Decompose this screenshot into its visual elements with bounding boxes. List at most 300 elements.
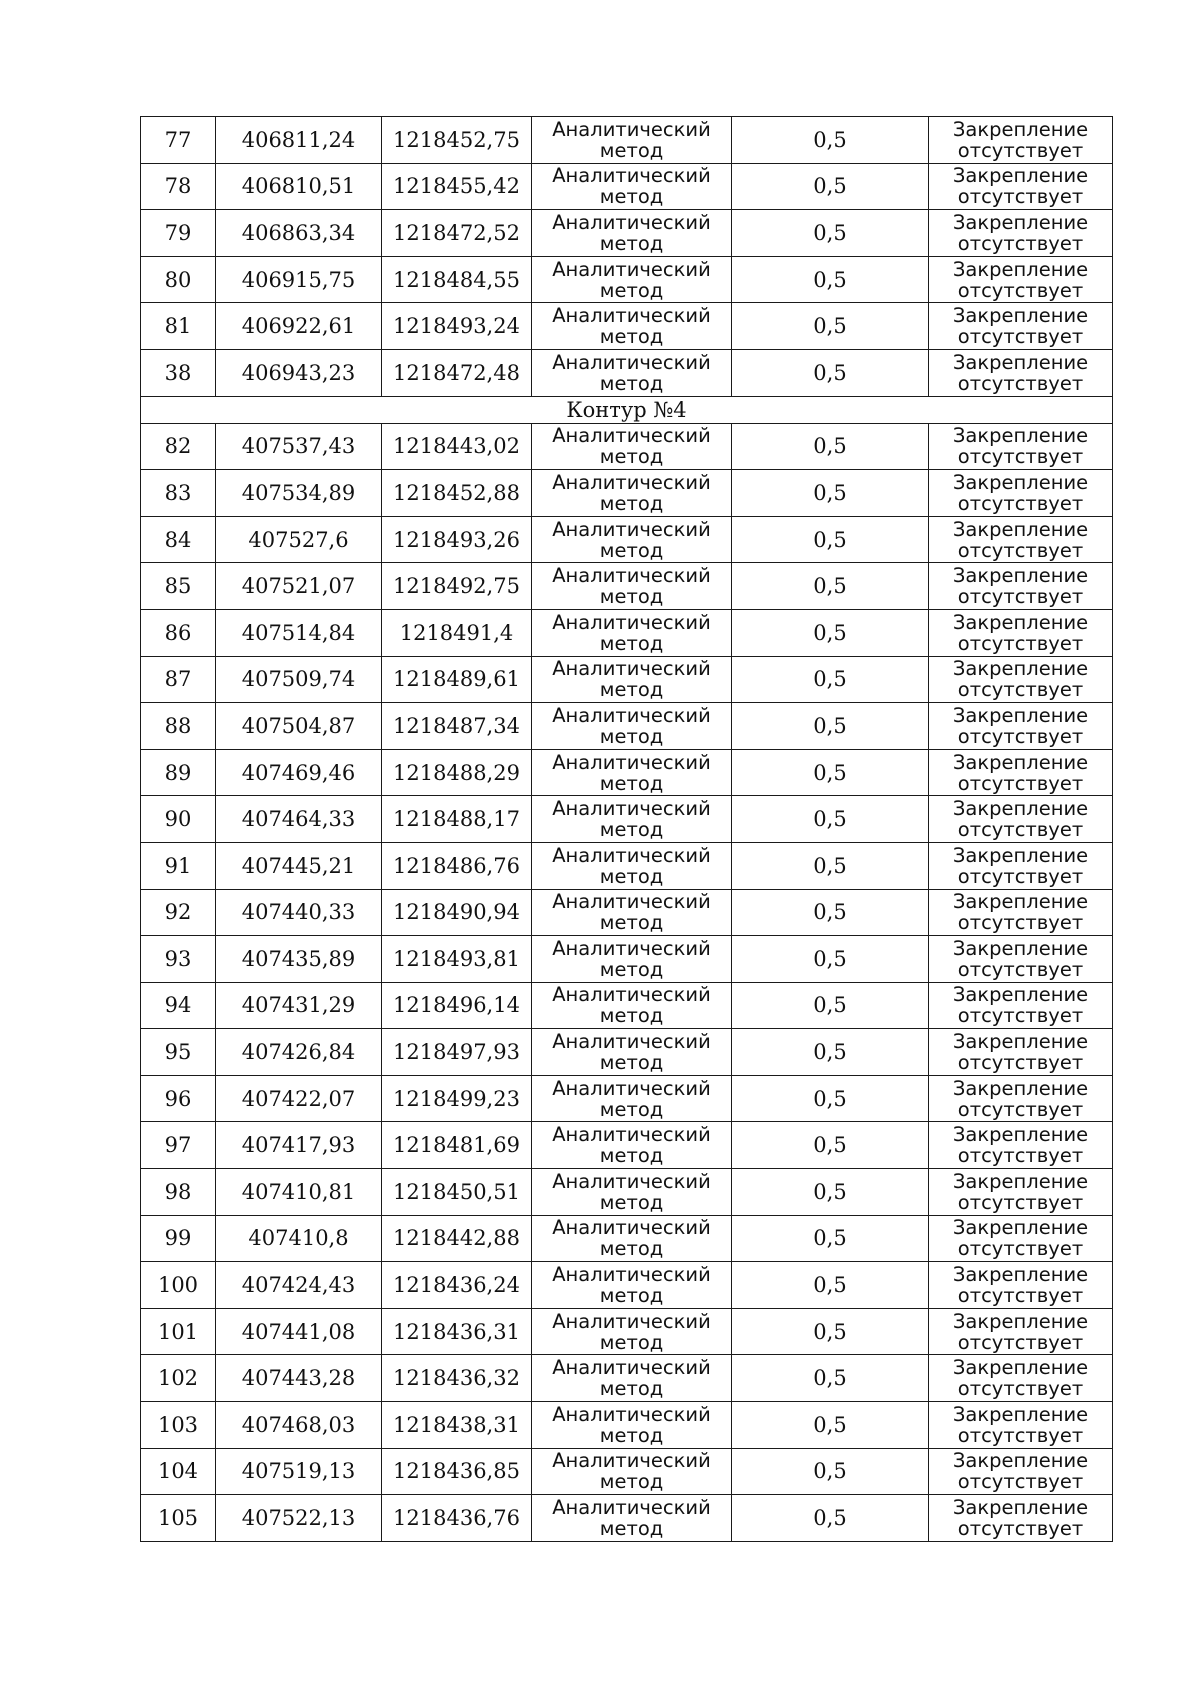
point-number-cell: 94 bbox=[141, 982, 216, 1029]
fixing-cell-line: Закрепление bbox=[952, 657, 1089, 681]
precision-cell: 0,5 bbox=[732, 1122, 929, 1169]
table-row bbox=[141, 563, 1113, 610]
fixing-cell bbox=[929, 1075, 1113, 1122]
method-cell-line: метод bbox=[599, 1004, 664, 1028]
method-cell-line: метод bbox=[599, 724, 664, 748]
method-cell-line: метод bbox=[599, 491, 664, 515]
fixing-cell-line: отсутствует bbox=[957, 325, 1084, 349]
fixing-cell-line: отсутствует bbox=[957, 231, 1084, 255]
method-cell bbox=[532, 749, 732, 796]
point-number-cell: 91 bbox=[141, 842, 216, 889]
table-row bbox=[141, 703, 1113, 750]
point-number-cell: 104 bbox=[141, 1448, 216, 1495]
fixing-cell bbox=[929, 982, 1113, 1029]
method-cell-line: Аналитический bbox=[552, 517, 711, 541]
method-cell-line: Аналитический bbox=[552, 750, 711, 774]
x-coordinate-cell: 407424,43 bbox=[216, 1262, 382, 1309]
precision-cell: 0,5 bbox=[732, 210, 929, 257]
method-cell-line: метод bbox=[599, 185, 664, 209]
y-coordinate-cell: 1218487,34 bbox=[382, 703, 532, 750]
method-cell-line: Аналитический bbox=[552, 117, 711, 141]
fixing-cell-line: отсутствует bbox=[957, 1284, 1084, 1308]
fixing-cell-line: Закрепление bbox=[952, 797, 1089, 821]
x-coordinate-cell: 406915,75 bbox=[216, 256, 382, 303]
x-coordinate-cell: 407521,07 bbox=[216, 563, 382, 610]
method-cell-line: метод bbox=[599, 1470, 664, 1494]
method-cell-line: метод bbox=[599, 678, 664, 702]
precision-cell: 0,5 bbox=[732, 1169, 929, 1216]
fixing-cell bbox=[929, 563, 1113, 610]
method-cell-line: Аналитический bbox=[552, 210, 711, 234]
precision-cell: 0,5 bbox=[732, 163, 929, 210]
point-number-cell: 84 bbox=[141, 516, 216, 563]
method-cell-line: Аналитический bbox=[552, 1030, 711, 1054]
method-cell bbox=[532, 656, 732, 703]
table-row bbox=[141, 1215, 1113, 1262]
fixing-cell-line: отсутствует bbox=[957, 864, 1084, 888]
coordinates-table bbox=[140, 116, 1113, 1542]
table-row bbox=[141, 1402, 1113, 1449]
method-cell-line: метод bbox=[599, 325, 664, 349]
point-number-cell: 87 bbox=[141, 656, 216, 703]
fixing-cell bbox=[929, 256, 1113, 303]
fixing-cell-line: отсутствует bbox=[957, 1470, 1084, 1494]
y-coordinate-cell: 1218488,17 bbox=[382, 796, 532, 843]
fixing-cell-line: отсутствует bbox=[957, 491, 1084, 515]
x-coordinate-cell: 406863,34 bbox=[216, 210, 382, 257]
method-cell bbox=[532, 1402, 732, 1449]
table-row bbox=[141, 609, 1113, 656]
method-cell bbox=[532, 703, 732, 750]
table-row bbox=[141, 1308, 1113, 1355]
fixing-cell bbox=[929, 936, 1113, 983]
x-coordinate-cell: 406810,51 bbox=[216, 163, 382, 210]
point-number-cell: 96 bbox=[141, 1075, 216, 1122]
method-cell-line: метод bbox=[599, 818, 664, 842]
method-cell-line: метод bbox=[599, 1237, 664, 1261]
method-cell-line: Аналитический bbox=[552, 1402, 711, 1426]
method-cell-line: метод bbox=[599, 631, 664, 655]
method-cell-line: Аналитический bbox=[552, 797, 711, 821]
point-number-cell: 102 bbox=[141, 1355, 216, 1402]
fixing-cell-line: отсутствует bbox=[957, 1051, 1084, 1075]
precision-cell: 0,5 bbox=[732, 889, 929, 936]
fixing-cell-line: Закрепление bbox=[952, 843, 1089, 867]
contour-heading: Контур №4 bbox=[141, 396, 1113, 423]
fixing-cell-line: Закрепление bbox=[952, 750, 1089, 774]
y-coordinate-cell: 1218436,76 bbox=[382, 1495, 532, 1542]
table-row bbox=[141, 1495, 1113, 1542]
method-cell-line: метод bbox=[599, 1144, 664, 1168]
y-coordinate-cell: 1218443,02 bbox=[382, 423, 532, 470]
fixing-cell-line: отсутствует bbox=[957, 724, 1084, 748]
fixing-cell-line: отсутствует bbox=[957, 1237, 1084, 1261]
method-cell-line: Аналитический bbox=[552, 1449, 711, 1473]
precision-cell: 0,5 bbox=[732, 936, 929, 983]
point-number-cell: 89 bbox=[141, 749, 216, 796]
fixing-cell bbox=[929, 796, 1113, 843]
method-cell bbox=[532, 470, 732, 517]
method-cell-line: метод bbox=[599, 957, 664, 981]
point-number-cell: 103 bbox=[141, 1402, 216, 1449]
method-cell bbox=[532, 349, 732, 396]
method-cell-line: метод bbox=[599, 1051, 664, 1075]
fixing-cell-line: Закрепление bbox=[952, 164, 1089, 188]
coordinates-table-body bbox=[141, 117, 1113, 1542]
fixing-cell-line: Закрепление bbox=[952, 890, 1089, 914]
method-cell-line: Аналитический bbox=[552, 1496, 711, 1520]
fixing-cell bbox=[929, 749, 1113, 796]
fixing-cell-line: отсутствует bbox=[957, 818, 1084, 842]
x-coordinate-cell: 407522,13 bbox=[216, 1495, 382, 1542]
fixing-cell-line: Закрепление bbox=[952, 470, 1089, 494]
table-row bbox=[141, 303, 1113, 350]
method-cell-line: Аналитический bbox=[552, 257, 711, 281]
method-cell-line: метод bbox=[599, 1284, 664, 1308]
fixing-cell-line: отсутствует bbox=[957, 1144, 1084, 1168]
table-row bbox=[141, 982, 1113, 1029]
x-coordinate-cell: 406922,61 bbox=[216, 303, 382, 350]
fixing-cell-line: Закрепление bbox=[952, 424, 1089, 448]
method-cell bbox=[532, 1075, 732, 1122]
fixing-cell-line: Закрепление bbox=[952, 1030, 1089, 1054]
fixing-cell-line: отсутствует bbox=[957, 678, 1084, 702]
fixing-cell-line: Закрепление bbox=[952, 1402, 1089, 1426]
fixing-cell-line: отсутствует bbox=[957, 371, 1084, 395]
point-number-cell: 79 bbox=[141, 210, 216, 257]
y-coordinate-cell: 1218486,76 bbox=[382, 842, 532, 889]
fixing-cell bbox=[929, 117, 1113, 164]
fixing-cell bbox=[929, 1169, 1113, 1216]
y-coordinate-cell: 1218436,85 bbox=[382, 1448, 532, 1495]
table-row bbox=[141, 749, 1113, 796]
precision-cell: 0,5 bbox=[732, 563, 929, 610]
method-cell-line: метод bbox=[599, 585, 664, 609]
fixing-cell bbox=[929, 1495, 1113, 1542]
fixing-cell-line: Закрепление bbox=[952, 304, 1089, 328]
x-coordinate-cell: 407410,81 bbox=[216, 1169, 382, 1216]
method-cell bbox=[532, 1215, 732, 1262]
point-number-cell: 82 bbox=[141, 423, 216, 470]
x-coordinate-cell: 407527,6 bbox=[216, 516, 382, 563]
method-cell-line: метод bbox=[599, 371, 664, 395]
method-cell-line: метод bbox=[599, 1377, 664, 1401]
fixing-cell-line: отсутствует bbox=[957, 1517, 1084, 1541]
table-row bbox=[141, 796, 1113, 843]
precision-cell: 0,5 bbox=[732, 982, 929, 1029]
y-coordinate-cell: 1218450,51 bbox=[382, 1169, 532, 1216]
point-number-cell: 100 bbox=[141, 1262, 216, 1309]
method-cell-line: Аналитический bbox=[552, 610, 711, 634]
fixing-cell-line: Закрепление bbox=[952, 210, 1089, 234]
y-coordinate-cell: 1218442,88 bbox=[382, 1215, 532, 1262]
table-row bbox=[141, 117, 1113, 164]
method-cell bbox=[532, 516, 732, 563]
table-row bbox=[141, 1029, 1113, 1076]
table-row bbox=[141, 1122, 1113, 1169]
fixing-cell bbox=[929, 1308, 1113, 1355]
point-number-cell: 93 bbox=[141, 936, 216, 983]
table-row bbox=[141, 1448, 1113, 1495]
precision-cell: 0,5 bbox=[732, 1215, 929, 1262]
table-row bbox=[141, 163, 1113, 210]
y-coordinate-cell: 1218488,29 bbox=[382, 749, 532, 796]
fixing-cell bbox=[929, 889, 1113, 936]
y-coordinate-cell: 1218436,32 bbox=[382, 1355, 532, 1402]
method-cell-line: Аналитический bbox=[552, 564, 711, 588]
point-number-cell: 38 bbox=[141, 349, 216, 396]
method-cell-line: Аналитический bbox=[552, 1123, 711, 1147]
method-cell-line: Аналитический bbox=[552, 1169, 711, 1193]
x-coordinate-cell: 407504,87 bbox=[216, 703, 382, 750]
precision-cell: 0,5 bbox=[732, 1495, 929, 1542]
y-coordinate-cell: 1218455,42 bbox=[382, 163, 532, 210]
fixing-cell-line: Закрепление bbox=[952, 1496, 1089, 1520]
method-cell-line: Аналитический bbox=[552, 424, 711, 448]
method-cell-line: метод bbox=[599, 138, 664, 162]
fixing-cell bbox=[929, 1122, 1113, 1169]
y-coordinate-cell: 1218496,14 bbox=[382, 982, 532, 1029]
method-cell-line: Аналитический bbox=[552, 703, 711, 727]
precision-cell: 0,5 bbox=[732, 117, 929, 164]
y-coordinate-cell: 1218493,81 bbox=[382, 936, 532, 983]
fixing-cell bbox=[929, 609, 1113, 656]
x-coordinate-cell: 407422,07 bbox=[216, 1075, 382, 1122]
method-cell bbox=[532, 889, 732, 936]
fixing-cell-line: отсутствует bbox=[957, 1377, 1084, 1401]
method-cell bbox=[532, 117, 732, 164]
method-cell bbox=[532, 563, 732, 610]
y-coordinate-cell: 1218489,61 bbox=[382, 656, 532, 703]
fixing-cell bbox=[929, 1355, 1113, 1402]
point-number-cell: 98 bbox=[141, 1169, 216, 1216]
point-number-cell: 77 bbox=[141, 117, 216, 164]
precision-cell: 0,5 bbox=[732, 796, 929, 843]
x-coordinate-cell: 407468,03 bbox=[216, 1402, 382, 1449]
point-number-cell: 105 bbox=[141, 1495, 216, 1542]
method-cell-line: метод bbox=[599, 1517, 664, 1541]
y-coordinate-cell: 1218438,31 bbox=[382, 1402, 532, 1449]
x-coordinate-cell: 407464,33 bbox=[216, 796, 382, 843]
fixing-cell-line: отсутствует bbox=[957, 631, 1084, 655]
contour-heading-row bbox=[141, 396, 1113, 423]
method-cell bbox=[532, 1495, 732, 1542]
method-cell bbox=[532, 1262, 732, 1309]
method-cell-line: Аналитический bbox=[552, 1309, 711, 1333]
method-cell bbox=[532, 1169, 732, 1216]
method-cell-line: метод bbox=[599, 231, 664, 255]
fixing-cell-line: отсутствует bbox=[957, 957, 1084, 981]
precision-cell: 0,5 bbox=[732, 516, 929, 563]
y-coordinate-cell: 1218436,31 bbox=[382, 1308, 532, 1355]
table-row bbox=[141, 210, 1113, 257]
fixing-cell bbox=[929, 842, 1113, 889]
precision-cell: 0,5 bbox=[732, 749, 929, 796]
method-cell-line: метод bbox=[599, 911, 664, 935]
fixing-cell-line: отсутствует bbox=[957, 1004, 1084, 1028]
precision-cell: 0,5 bbox=[732, 1029, 929, 1076]
fixing-cell-line: отсутствует bbox=[957, 1330, 1084, 1354]
fixing-cell bbox=[929, 303, 1113, 350]
y-coordinate-cell: 1218472,48 bbox=[382, 349, 532, 396]
fixing-cell-line: отсутствует bbox=[957, 771, 1084, 795]
fixing-cell-line: Закрепление bbox=[952, 564, 1089, 588]
precision-cell: 0,5 bbox=[732, 303, 929, 350]
fixing-cell bbox=[929, 703, 1113, 750]
method-cell bbox=[532, 303, 732, 350]
table-row bbox=[141, 1355, 1113, 1402]
point-number-cell: 90 bbox=[141, 796, 216, 843]
fixing-cell bbox=[929, 163, 1113, 210]
x-coordinate-cell: 407509,74 bbox=[216, 656, 382, 703]
y-coordinate-cell: 1218499,23 bbox=[382, 1075, 532, 1122]
point-number-cell: 95 bbox=[141, 1029, 216, 1076]
y-coordinate-cell: 1218493,24 bbox=[382, 303, 532, 350]
fixing-cell-line: Закрепление bbox=[952, 983, 1089, 1007]
fixing-cell-line: Закрепление bbox=[952, 936, 1089, 960]
x-coordinate-cell: 407469,46 bbox=[216, 749, 382, 796]
fixing-cell bbox=[929, 349, 1113, 396]
method-cell-line: метод bbox=[599, 771, 664, 795]
method-cell-line: метод bbox=[599, 1190, 664, 1214]
y-coordinate-cell: 1218491,4 bbox=[382, 609, 532, 656]
method-cell-line: Аналитический bbox=[552, 1076, 711, 1100]
precision-cell: 0,5 bbox=[732, 256, 929, 303]
method-cell-line: Аналитический bbox=[552, 164, 711, 188]
fixing-cell-line: отсутствует bbox=[957, 1097, 1084, 1121]
method-cell-line: метод bbox=[599, 1423, 664, 1447]
table-row bbox=[141, 936, 1113, 983]
x-coordinate-cell: 407443,28 bbox=[216, 1355, 382, 1402]
fixing-cell-line: Закрепление bbox=[952, 610, 1089, 634]
precision-cell: 0,5 bbox=[732, 1075, 929, 1122]
fixing-cell bbox=[929, 516, 1113, 563]
y-coordinate-cell: 1218493,26 bbox=[382, 516, 532, 563]
table-row bbox=[141, 842, 1113, 889]
method-cell bbox=[532, 796, 732, 843]
method-cell bbox=[532, 256, 732, 303]
fixing-cell bbox=[929, 470, 1113, 517]
point-number-cell: 92 bbox=[141, 889, 216, 936]
precision-cell: 0,5 bbox=[732, 349, 929, 396]
y-coordinate-cell: 1218492,75 bbox=[382, 563, 532, 610]
fixing-cell-line: отсутствует bbox=[957, 538, 1084, 562]
method-cell-line: Аналитический bbox=[552, 350, 711, 374]
point-number-cell: 83 bbox=[141, 470, 216, 517]
method-cell bbox=[532, 1122, 732, 1169]
fixing-cell-line: отсутствует bbox=[957, 185, 1084, 209]
point-number-cell: 86 bbox=[141, 609, 216, 656]
method-cell-line: Аналитический bbox=[552, 936, 711, 960]
y-coordinate-cell: 1218484,55 bbox=[382, 256, 532, 303]
point-number-cell: 88 bbox=[141, 703, 216, 750]
point-number-cell: 97 bbox=[141, 1122, 216, 1169]
table-row bbox=[141, 516, 1113, 563]
y-coordinate-cell: 1218452,88 bbox=[382, 470, 532, 517]
x-coordinate-cell: 407445,21 bbox=[216, 842, 382, 889]
y-coordinate-cell: 1218497,93 bbox=[382, 1029, 532, 1076]
method-cell-line: Аналитический bbox=[552, 1216, 711, 1240]
method-cell-line: Аналитический bbox=[552, 843, 711, 867]
table-row bbox=[141, 656, 1113, 703]
x-coordinate-cell: 407441,08 bbox=[216, 1308, 382, 1355]
precision-cell: 0,5 bbox=[732, 1402, 929, 1449]
x-coordinate-cell: 407431,29 bbox=[216, 982, 382, 1029]
fixing-cell-line: Закрепление bbox=[952, 703, 1089, 727]
table-row bbox=[141, 349, 1113, 396]
method-cell bbox=[532, 609, 732, 656]
point-number-cell: 78 bbox=[141, 163, 216, 210]
fixing-cell-line: Закрепление bbox=[952, 517, 1089, 541]
fixing-cell-line: отсутствует bbox=[957, 1190, 1084, 1214]
fixing-cell bbox=[929, 1262, 1113, 1309]
method-cell bbox=[532, 842, 732, 889]
fixing-cell bbox=[929, 656, 1113, 703]
method-cell-line: Аналитический bbox=[552, 304, 711, 328]
y-coordinate-cell: 1218490,94 bbox=[382, 889, 532, 936]
method-cell-line: Аналитический bbox=[552, 1356, 711, 1380]
method-cell bbox=[532, 982, 732, 1029]
precision-cell: 0,5 bbox=[732, 1355, 929, 1402]
x-coordinate-cell: 407534,89 bbox=[216, 470, 382, 517]
precision-cell: 0,5 bbox=[732, 842, 929, 889]
point-number-cell: 99 bbox=[141, 1215, 216, 1262]
method-cell-line: метод bbox=[599, 278, 664, 302]
fixing-cell bbox=[929, 423, 1113, 470]
fixing-cell-line: Закрепление bbox=[952, 350, 1089, 374]
point-number-cell: 101 bbox=[141, 1308, 216, 1355]
method-cell bbox=[532, 210, 732, 257]
fixing-cell-line: Закрепление bbox=[952, 257, 1089, 281]
y-coordinate-cell: 1218436,24 bbox=[382, 1262, 532, 1309]
method-cell bbox=[532, 423, 732, 470]
x-coordinate-cell: 407426,84 bbox=[216, 1029, 382, 1076]
fixing-cell-line: отсутствует bbox=[957, 911, 1084, 935]
x-coordinate-cell: 407537,43 bbox=[216, 423, 382, 470]
table-row bbox=[141, 1075, 1113, 1122]
method-cell-line: Аналитический bbox=[552, 890, 711, 914]
x-coordinate-cell: 407417,93 bbox=[216, 1122, 382, 1169]
fixing-cell bbox=[929, 1215, 1113, 1262]
y-coordinate-cell: 1218472,52 bbox=[382, 210, 532, 257]
x-coordinate-cell: 407519,13 bbox=[216, 1448, 382, 1495]
method-cell-line: Аналитический bbox=[552, 1263, 711, 1287]
method-cell bbox=[532, 163, 732, 210]
table-row bbox=[141, 1262, 1113, 1309]
table-row bbox=[141, 470, 1113, 517]
fixing-cell-line: отсутствует bbox=[957, 585, 1084, 609]
fixing-cell-line: Закрепление bbox=[952, 1216, 1089, 1240]
fixing-cell bbox=[929, 1029, 1113, 1076]
method-cell bbox=[532, 1355, 732, 1402]
table-row bbox=[141, 1169, 1113, 1216]
fixing-cell-line: Закрепление bbox=[952, 1076, 1089, 1100]
y-coordinate-cell: 1218452,75 bbox=[382, 117, 532, 164]
fixing-cell-line: Закрепление bbox=[952, 1449, 1089, 1473]
fixing-cell-line: отсутствует bbox=[957, 445, 1084, 469]
fixing-cell-line: отсутствует bbox=[957, 138, 1084, 162]
fixing-cell bbox=[929, 210, 1113, 257]
x-coordinate-cell: 407435,89 bbox=[216, 936, 382, 983]
fixing-cell-line: отсутствует bbox=[957, 1423, 1084, 1447]
fixing-cell-line: Закрепление bbox=[952, 1169, 1089, 1193]
method-cell-line: Аналитический bbox=[552, 470, 711, 494]
method-cell-line: метод bbox=[599, 1330, 664, 1354]
method-cell-line: метод bbox=[599, 538, 664, 562]
fixing-cell bbox=[929, 1448, 1113, 1495]
method-cell bbox=[532, 1029, 732, 1076]
fixing-cell-line: Закрепление bbox=[952, 1309, 1089, 1333]
